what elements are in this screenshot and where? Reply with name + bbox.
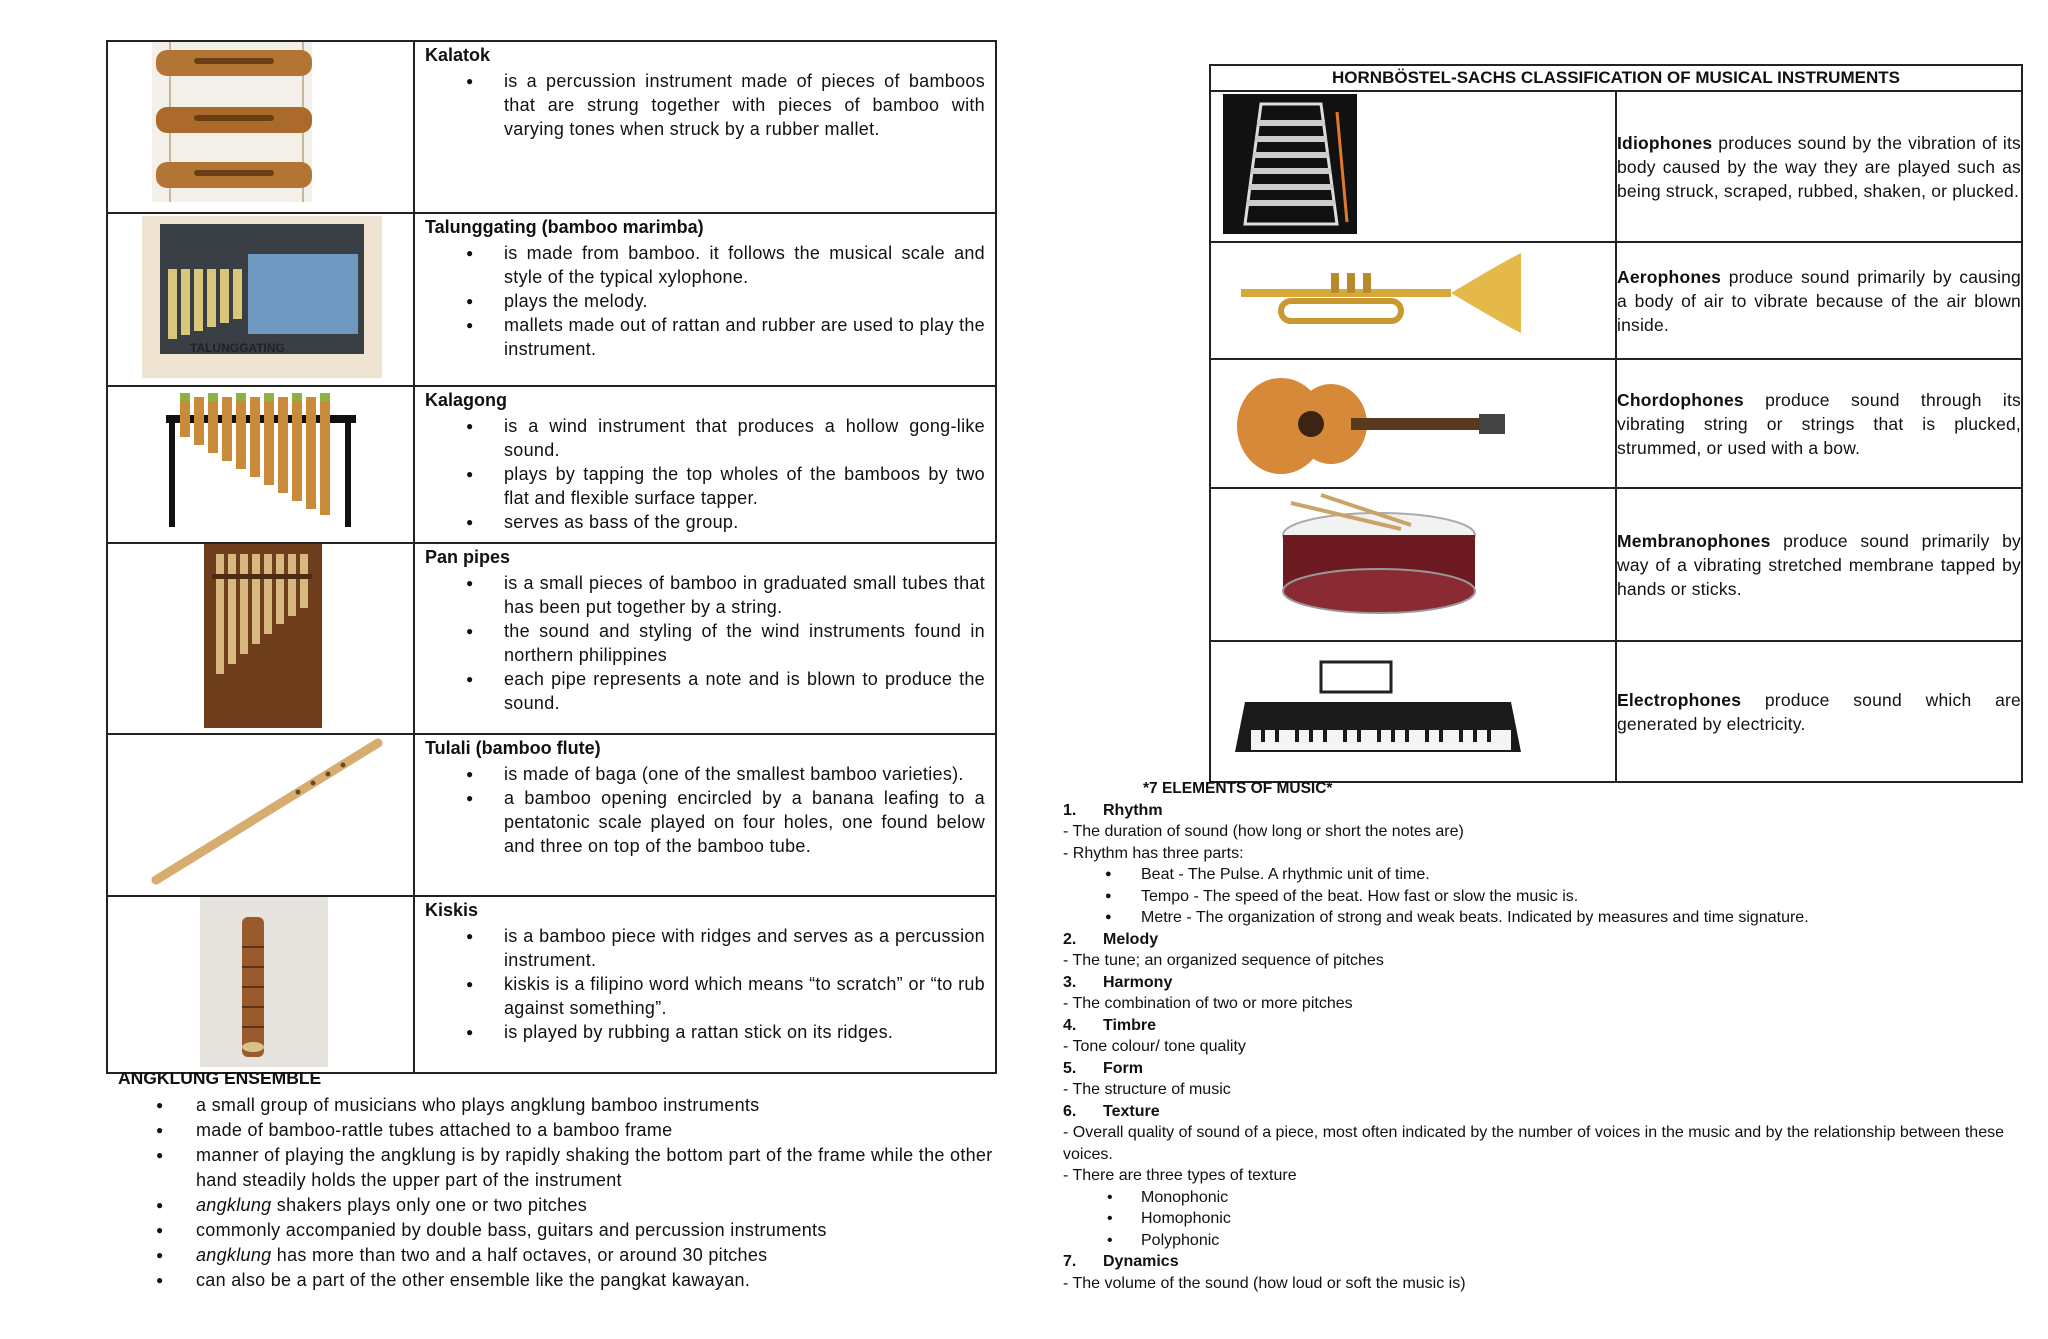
electrophone-image bbox=[1210, 641, 1616, 782]
pan-pipes-cell bbox=[414, 543, 996, 734]
timbre-heading: 4. Timbre bbox=[1063, 1016, 1157, 1034]
angklung-item-6: ● angklung has more than two and a half octaves, or around 30 pitches bbox=[196, 1243, 998, 1268]
idiophones-cell bbox=[1616, 91, 2022, 242]
chordophones-term: Chordophones bbox=[1617, 389, 1744, 410]
harmony-heading: 3. Harmony bbox=[1063, 973, 1173, 991]
membranophone-image bbox=[1210, 488, 1616, 641]
kalatok-image bbox=[107, 41, 414, 213]
texture-def: - Overall quality of sound of a piece, most often indicated by the number of voices in the music and by the relationship between these voices. bbox=[1063, 1124, 2004, 1163]
angklung-heading: ANGKLUNG ENSEMBLE bbox=[118, 1068, 322, 1088]
chordophones-cell bbox=[1616, 359, 2022, 488]
chordophone-image bbox=[1210, 359, 1616, 488]
melody-def: - The tune; an organized sequence of pitches bbox=[1063, 952, 1384, 969]
kiskis-name: Kiskis bbox=[425, 900, 479, 920]
pan-pipes-bullet-1: ● is a small pieces of bamboo in graduated small tubes that has been put together by a string. bbox=[504, 571, 985, 619]
kalatok-cell bbox=[414, 41, 996, 213]
tulali-image bbox=[107, 734, 414, 896]
aerophones-term: Aerophones bbox=[1617, 266, 1722, 287]
talunggating-image-label: TALUNGGATING bbox=[190, 341, 285, 355]
idiophone-image bbox=[1210, 91, 1616, 242]
kiskis-bullet-1: ● is a bamboo piece with ridges and serves as a percussion instrument. bbox=[504, 924, 985, 972]
kiskis-bullet-2: ● kiskis is a filipino word which means “to scratch” or “to rub against something”. bbox=[504, 972, 985, 1020]
angklung-item-4: ● angklung shakers plays only one or two pitches bbox=[196, 1193, 998, 1218]
angklung-item-2: ● made of bamboo-rattle tubes attached to a bamboo frame bbox=[196, 1118, 998, 1143]
texture-types: - There are three types of texture bbox=[1063, 1167, 1297, 1184]
dynamics-def: - The volume of the sound (how loud or soft the music is) bbox=[1063, 1274, 1466, 1292]
electrophones-desc: produce sound which are generated by electricity. bbox=[1617, 689, 2021, 734]
kalagong-bullet-1: ● is a wind instrument that produces a hollow gong-like sound. bbox=[504, 414, 985, 462]
harmony-def: - The combination of two or more pitches bbox=[1063, 995, 1353, 1012]
talunggating-bullet-1: ● is made from bamboo. it follows the musical scale and style of the typical xylophone. bbox=[504, 241, 985, 289]
kiskis-cell bbox=[414, 896, 996, 1073]
membranophones-term: Membranophones bbox=[1617, 530, 1771, 551]
angklung-item-1: ● a small group of musicians who plays angklung bamboo instruments bbox=[196, 1093, 998, 1118]
timbre-def: - Tone colour/ tone quality bbox=[1063, 1038, 1246, 1055]
classification-heading: HORNBÖSTEL-SACHS CLASSIFICATION OF MUSICAL INSTRUMENTS bbox=[1210, 65, 2022, 91]
membranophones-desc: produce sound primarily by way of a vibrating stretched membrane tapped by hands or sticks. bbox=[1617, 530, 2021, 599]
kalagong-bullet-2: ● plays by tapping the top wholes of the bamboos by two flat and flexible surface tapper. bbox=[504, 462, 985, 510]
talunggating-bullet-3: ● mallets made out of rattan and rubber are used to play the instrument. bbox=[504, 313, 985, 361]
melody-heading: 2. Melody bbox=[1063, 930, 1159, 948]
bamboo-instruments-table bbox=[106, 40, 997, 1074]
kalagong-name: Kalagong bbox=[425, 390, 508, 410]
texture-item-homophonic: • Homophonic bbox=[1063, 1208, 2023, 1230]
tulali-bullet-1: ● is made of baga (one of the smallest bamboo varieties). bbox=[504, 762, 985, 786]
kalagong-cell bbox=[414, 386, 996, 543]
elements-title: *7 ELEMENTS OF MUSIC* bbox=[1143, 780, 1333, 797]
kalatok-name: Kalatok bbox=[425, 45, 491, 65]
rhythm-def: - The duration of sound (how long or short the notes are) bbox=[1063, 823, 1464, 840]
idiophones-desc: produces sound by the vibration of its body caused by the way they are played such as being struck, scraped, rubbed, shaken, or plucked. bbox=[1617, 132, 2021, 201]
angklung-item-5: ● commonly accompanied by double bass, guitars and percussion instruments bbox=[196, 1218, 998, 1243]
aerophones-cell bbox=[1616, 242, 2022, 359]
electrophones-cell bbox=[1616, 641, 2022, 782]
talunggating-cell bbox=[414, 213, 996, 386]
pan-pipes-name: Pan pipes bbox=[425, 547, 511, 567]
aerophones-desc: produce sound primarily by causing a body of air to vibrate because of the air blown inside. bbox=[1617, 266, 2021, 335]
tulali-cell bbox=[414, 734, 996, 896]
pan-pipes-image bbox=[107, 543, 414, 734]
electrophones-term: Electrophones bbox=[1617, 689, 1742, 710]
angklung-section bbox=[118, 1068, 998, 1293]
talunggating-name: Talunggating (bamboo marimba) bbox=[425, 217, 704, 237]
chordophones-desc: produce sound through its vibrating string or strings that is plucked, strummed, or used with a bow. bbox=[1617, 389, 2021, 458]
hornbostel-sachs-table bbox=[1209, 64, 2023, 783]
rhythm-heading: 1. Rhythm bbox=[1063, 801, 1163, 819]
form-heading: 5. Form bbox=[1063, 1059, 1143, 1077]
pan-pipes-bullet-3: ● each pipe represents a note and is blown to produce the sound. bbox=[504, 667, 985, 715]
texture-item-polyphonic: • Polyphonic bbox=[1063, 1230, 2023, 1252]
angklung-item-7: ● can also be a part of the other ensemble like the pangkat kawayan. bbox=[196, 1268, 998, 1293]
texture-item-monophonic: • Monophonic bbox=[1063, 1187, 2023, 1209]
tulali-bullet-2: ● a bamboo opening encircled by a banana leafing to a pentatonic scale played on four holes, one found below and three on top of the bamboo tube. bbox=[504, 786, 985, 858]
kalatok-bullet-1: ● is a percussion instrument made of pieces of bamboos that are strung together with pieces of bamboo with varying tones when struck by a rubber mallet. bbox=[504, 69, 985, 141]
dynamics-heading: 7. Dynamics bbox=[1063, 1253, 1179, 1270]
idiophones-term: Idiophones bbox=[1617, 132, 1713, 153]
talunggating-image bbox=[107, 213, 414, 386]
membranophones-cell bbox=[1616, 488, 2022, 641]
talunggating-bullet-2: ● plays the melody. bbox=[504, 289, 985, 313]
elements-of-music bbox=[1063, 778, 2023, 1294]
kiskis-image bbox=[107, 896, 414, 1073]
texture-heading: 6. Texture bbox=[1063, 1102, 1160, 1120]
angklung-item-3: ● manner of playing the angklung is by rapidly shaking the bottom part of the frame while the other hand steadily holds the upper part of the instrument bbox=[196, 1143, 998, 1193]
form-def: - The structure of music bbox=[1063, 1081, 1231, 1098]
rhythm-item-beat: ● Beat - The Pulse. A rhythmic unit of time. bbox=[1063, 864, 2023, 886]
rhythm-item-tempo: ● Tempo - The speed of the beat. How fast or slow the music is. bbox=[1063, 886, 2023, 908]
kalagong-image bbox=[107, 386, 414, 543]
pan-pipes-bullet-2: ● the sound and styling of the wind instruments found in northern philippines bbox=[504, 619, 985, 667]
rhythm-parts: - Rhythm has three parts: bbox=[1063, 844, 1244, 862]
rhythm-item-metre: ● Metre - The organization of strong and weak beats. Indicated by measures and time signature. bbox=[1063, 907, 2023, 929]
aerophone-image bbox=[1210, 242, 1616, 359]
kalagong-bullet-3: ● serves as bass of the group. bbox=[504, 510, 985, 534]
tulali-name: Tulali (bamboo flute) bbox=[425, 738, 601, 758]
kiskis-bullet-3: ● is played by rubbing a rattan stick on its ridges. bbox=[504, 1020, 985, 1044]
